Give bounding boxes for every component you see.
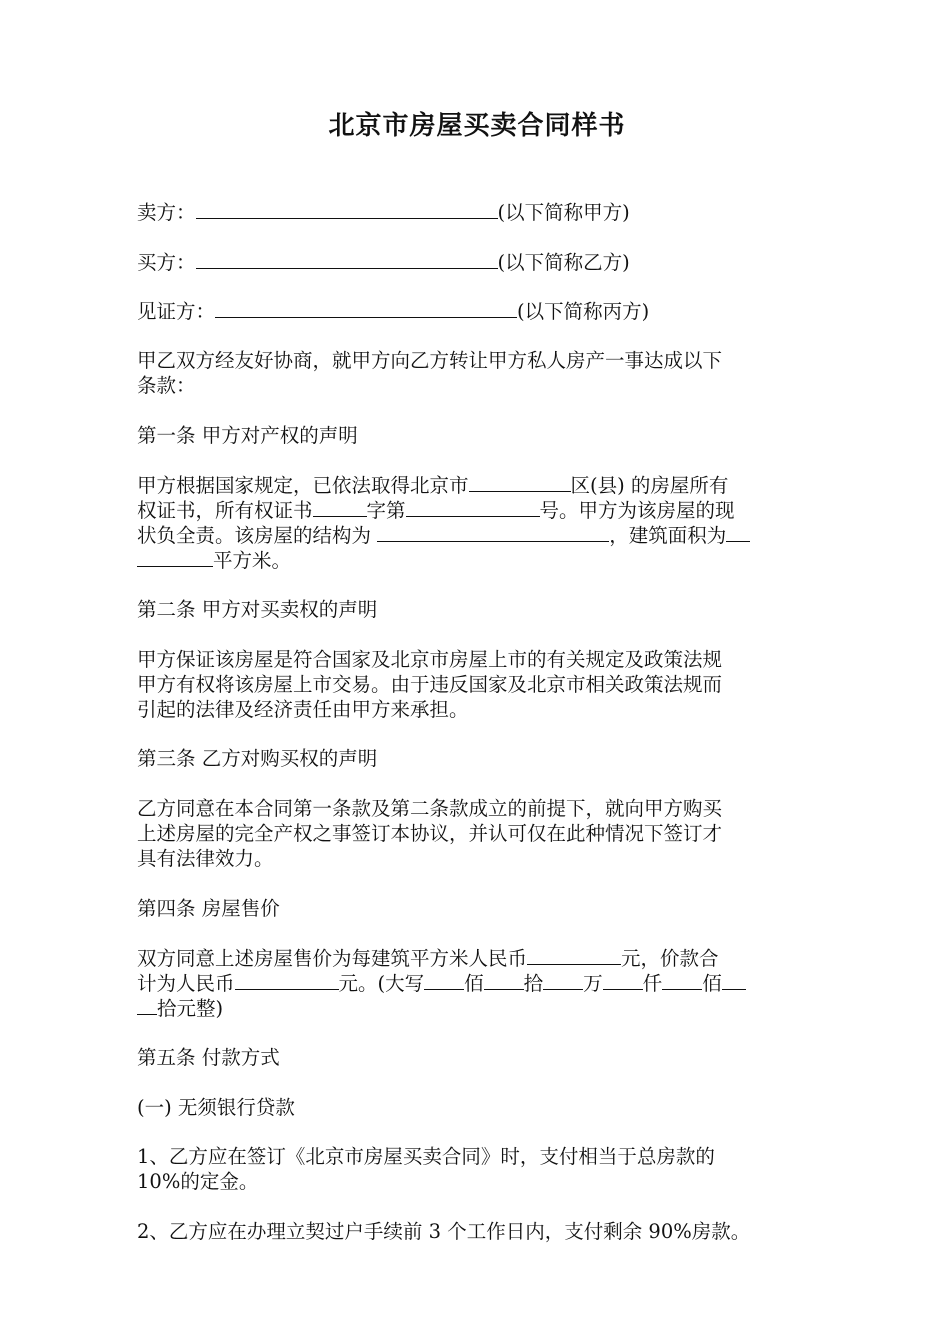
article1-text: 状负全责。该房屋的结构为: [137, 524, 378, 547]
document-title: 北京市房屋买卖合同样书: [328, 111, 626, 141]
buyer-line: [137, 250, 817, 275]
article4-line-1: [137, 946, 817, 971]
certificate-number-blank[interactable]: [406, 498, 540, 517]
article2-line-2: 甲方有权将该房屋上市交易。由于违反国家及北京市相关政策法规而: [137, 673, 723, 696]
witness-label: 见证方：: [137, 300, 216, 323]
article4-text: 佰: [464, 972, 484, 995]
amount-shi-blank[interactable]: [484, 971, 524, 990]
article4-text: 万: [583, 972, 603, 995]
area-blank-start[interactable]: [726, 523, 750, 542]
amount-qian-blank[interactable]: [603, 971, 643, 990]
article5-subheading: (一) 无须银行贷款: [137, 1096, 295, 1119]
article1-text: ，建筑面积为: [609, 524, 727, 547]
article1-line-2: [137, 498, 817, 523]
article4-text: 拾元整): [157, 997, 224, 1020]
article1-text: 字第: [366, 499, 406, 522]
witness-blank[interactable]: [215, 299, 517, 318]
article4-text: 拾: [523, 972, 544, 995]
seller-suffix: (以下简称甲方): [497, 201, 630, 224]
article1-heading: 第一条 甲方对产权的声明: [137, 424, 358, 447]
article2-line-3: 引起的法律及经济责任由甲方来承担。: [137, 698, 469, 721]
structure-blank[interactable]: [377, 523, 609, 542]
witness-suffix: (以下简称丙方): [517, 300, 650, 323]
article4-text: 元，价款合: [621, 947, 719, 970]
seller-label: 卖方：: [137, 201, 196, 224]
article3-line-3: 具有法律效力。: [137, 847, 274, 870]
district-blank[interactable]: [469, 473, 571, 492]
article1-line-4: [137, 548, 817, 573]
buyer-blank[interactable]: [196, 250, 498, 269]
article4-text: 仟: [642, 972, 663, 995]
buyer-label: 买方：: [137, 251, 196, 274]
article5-heading: 第五条 付款方式: [137, 1046, 280, 1069]
article4-line-3: [137, 996, 817, 1021]
area-blank[interactable]: [137, 548, 213, 567]
amount-bai-blank[interactable]: [424, 971, 464, 990]
article1-text: 权证书，所有权证书: [137, 499, 313, 522]
article4-line-2: [137, 971, 817, 996]
article5-p1-line-1: 1、乙方应在签订《北京市房屋买卖合同》时，支付相当于总房款的: [137, 1145, 715, 1168]
article1-text: 号。甲方为该房屋的现: [539, 499, 735, 522]
article4-text: 佰: [702, 972, 722, 995]
witness-line: [137, 299, 817, 324]
article2-heading: 第二条 甲方对买卖权的声明: [137, 598, 378, 621]
article4-text: 双方同意上述房屋售价为每建筑平方米人民币: [137, 947, 528, 970]
article1-text: 甲方根据国家规定，已依法取得北京市: [137, 474, 469, 497]
article3-line-1: 乙方同意在本合同第一条款及第二条款成立的前提下，就向甲方购买: [137, 797, 723, 820]
buyer-suffix: (以下简称乙方): [497, 251, 630, 274]
article2-line-1: 甲方保证该房屋是符合国家及北京市房屋上市的有关规定及政策法规: [137, 648, 723, 671]
article1-text: 平方米。: [213, 549, 292, 572]
amount-shi2-blank-start[interactable]: [722, 971, 746, 990]
article3-heading: 第三条 乙方对购买权的声明: [137, 747, 378, 770]
article4-text: 计为人民币: [137, 972, 235, 995]
unit-price-blank[interactable]: [527, 946, 621, 965]
seller-line: [137, 200, 817, 225]
certificate-prefix-blank[interactable]: [313, 498, 367, 517]
article1-text: 区(县) 的房屋所有: [570, 474, 729, 497]
intro-line-1: 甲乙双方经友好协商，就甲方向乙方转让甲方私人房产一事达成以下: [137, 349, 723, 372]
intro-line-2: 条款：: [137, 374, 196, 397]
article4-text: 元。(大写: [338, 972, 425, 995]
seller-blank[interactable]: [196, 200, 498, 219]
article1-line-3: [137, 523, 817, 548]
amount-shi2-blank[interactable]: [137, 996, 157, 1015]
article5-p1-line-2: 10%的定金。: [137, 1170, 259, 1193]
article3-line-2: 上述房屋的完全产权之事签订本协议，并认可仅在此种情况下签订才: [137, 822, 723, 845]
article5-p2: 2、乙方应在办理立契过户手续前 3 个工作日内，支付剩余 90%房款。: [137, 1220, 751, 1243]
amount-bai2-blank[interactable]: [662, 971, 702, 990]
article4-heading: 第四条 房屋售价: [137, 897, 280, 920]
article1-line-1: [137, 473, 817, 498]
amount-wan-blank[interactable]: [543, 971, 583, 990]
total-price-blank[interactable]: [235, 971, 339, 990]
